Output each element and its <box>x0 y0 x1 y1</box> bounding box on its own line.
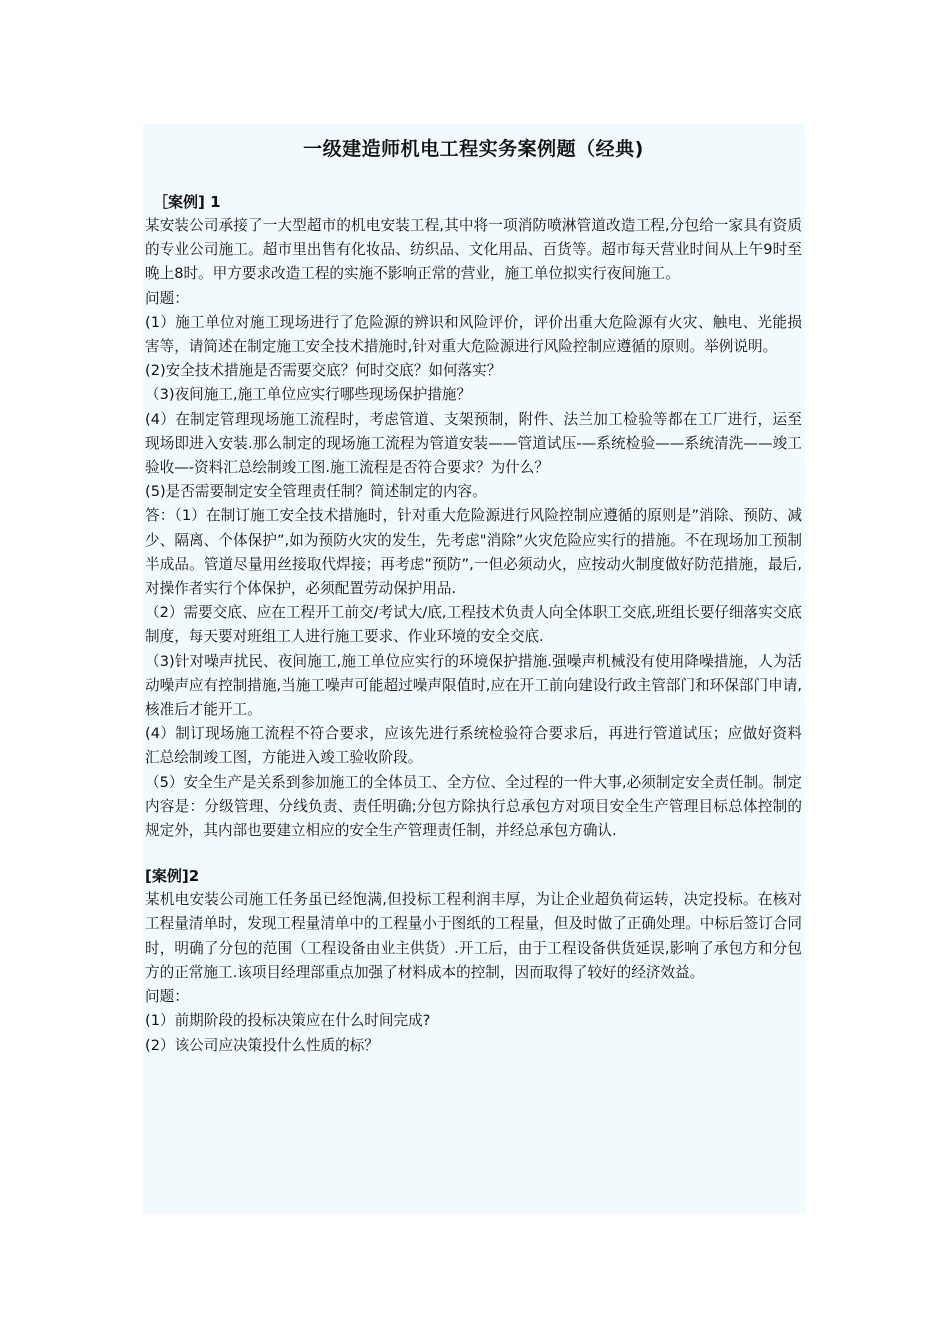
case-1-body <box>145 214 802 843</box>
case-1-question-5: (5)是否需要制定安全管理责任制？简述制定的内容。 <box>145 483 487 501</box>
case-1-questions-label: 问题： <box>145 289 189 307</box>
case-2-body <box>145 888 802 1057</box>
case-1-question-3: （3)夜间施工,施工单位应实行哪些现场保护措施？ <box>145 386 472 404</box>
case-2-question-2: (2）该公司应决策投什么性质的标？ <box>145 1036 379 1054</box>
case-1-answer-5: （5）安全生产是关系到参加施工的全体员工、全方位、全过程的一件大事,必须制定安全责任制。制定内容是：分级管理、分线负责、责任明确;分包方除执行总承包方对项目安全生产管理目标总体控制的规定外，其内部也要建立相应的安全生产管理责任制，并经总承包方确认. <box>145 773 802 840</box>
case-2-questions-label: 问题： <box>145 988 189 1006</box>
document-page <box>143 124 805 1214</box>
document-title: 一级建造师机电工程实务案例题（经典) <box>303 138 644 160</box>
case-1-heading: ［案例] 1 <box>153 193 221 211</box>
case-1-question-2: (2)安全技术措施是否需要交底？何时交底？如何落实？ <box>145 362 502 380</box>
case-1-answer-2: （2）需要交底、应在工程开工前交/考试大/底,工程技术负责人向全体职工交底,班组长要仔细落实交底制度，每天要对班组工人进行施工要求、作业环境的安全交底. <box>145 604 802 646</box>
case-1-description: 某安装公司承接了一大型超市的机电安装工程,其中将一项消防喷淋管道改造工程,分包给一家具有资质的专业公司施工。超市里出售有化妆品、纺织品、文化用品、百货等。超市每天营业时间从上午9时至晚上8时。甲方要求改造工程的实施不影响正常的营业，施工单位拟实行夜间施工。 <box>145 217 802 283</box>
case-2-heading: [案例]2 <box>145 867 200 886</box>
case-1-answer-1: 答：（1）在制订施工安全技术措施时，针对重大危险源进行风险控制应遵循的原则是”消除、预防、减少、隔离、个体保护”,如为预防火灾的发生，先考虑"消除”火灾危险应实行的措施。不在现场加工预制半成品。管道尽量用丝接取代焊接；再考虑”预防”,一但必须动火，应按动火制度做好防范措施，最后,对操作者实行个体保护，必须配置劳动保护用品. <box>145 507 802 598</box>
case-1-question-1: (1）施工单位对施工现场进行了危险源的辨识和风险评价，评价出重大危险源有火灾、触电、光能损害等，请简述在制定施工安全技术措施时,针对重大危险源进行风险控制应遵循的原则。举例说明。 <box>145 313 802 356</box>
case-1-answer-4: (4）制订现场施工流程不符合要求，应该先进行系统检验符合要求后，再进行管道试压；应做好资料汇总绘制竣工图，方能进入竣工验收阶段。 <box>145 725 802 767</box>
case-1-question-4: (4）在制定管理现场施工流程时，考虑管道、支架预制，附件、法兰加工检验等都在工厂进行，运至现场即进入安装.那么制定的现场施工流程为管道安装——管道试压-—系统检验——系统清洗——竣工验收—-资料汇总绘制竣工图.施工流程是否符合要求？为什么？ <box>145 410 802 477</box>
case-2-question-1: (1）前期阶段的投标决策应在什么时间完成? <box>145 1012 431 1030</box>
case-1-answer-3: （3)针对噪声扰民、夜间施工,施工单位应实行的环境保护措施.强噪声机械没有使用降噪措施，人为活动噪声应有控制措施,当施工噪声可能超过噪声限值时,应在开工前向建设行政主管部门和环保部门申请,核准后才能开工。 <box>145 652 802 719</box>
case-2-description: 某机电安装公司施工任务虽已经饱满,但投标工程利润丰厚，为让企业超负荷运转，决定投标。在核对工程量清单时，发现工程量清单中的工程量小于图纸的工程量，但及时做了正确处理。中标后签订合同时，明确了分包的范围（工程设备由业主供货）.开工后，由于工程设备供货延误,影响了承包方和分包方的正常施工.该项目经理部重点加强了材料成本的控制，因而取得了较好的经济效益。 <box>145 891 802 981</box>
